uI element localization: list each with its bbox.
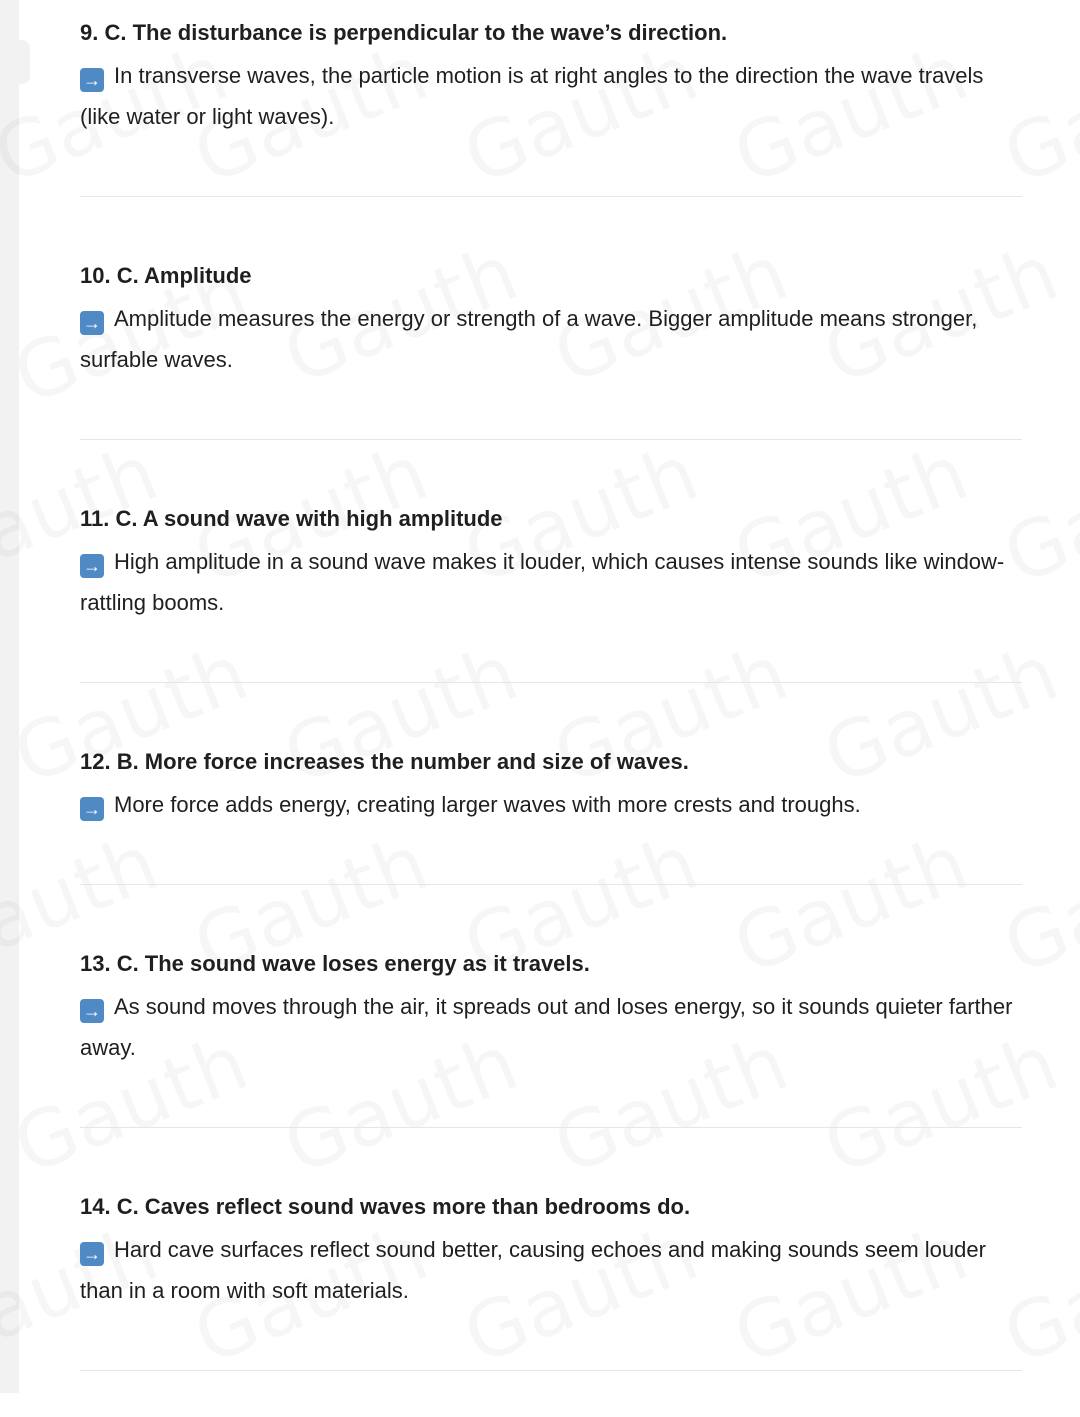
divider <box>80 196 1022 197</box>
answer-list <box>80 0 1022 1417</box>
divider <box>80 1127 1022 1128</box>
answer-item-13 <box>80 931 1022 1174</box>
answer-explanation <box>80 298 1022 380</box>
answer-explanation <box>80 784 1022 825</box>
answer-title: 13. C. The sound wave loses energy as it travels. <box>80 951 590 976</box>
right-arrow-icon: → <box>80 311 104 335</box>
right-arrow-icon: → <box>80 797 104 821</box>
answer-item-11 <box>80 486 1022 729</box>
explanation-text: As sound moves through the air, it spreads out and loses energy, so it sounds quieter farther away. <box>80 994 1013 1060</box>
left-rail <box>0 0 19 1393</box>
answer-item-10 <box>80 243 1022 486</box>
answer-explanation <box>80 986 1022 1068</box>
right-arrow-icon: → <box>80 554 104 578</box>
answer-explanation <box>80 541 1022 623</box>
explanation-text: More force adds energy, creating larger waves with more crests and troughs. <box>114 792 861 817</box>
explanation-text: In transverse waves, the particle motion is at right angles to the direction the wave travels (like water or light waves). <box>80 63 984 129</box>
answer-title: 10. C. Amplitude <box>80 263 252 288</box>
answer-title: 12. B. More force increases the number and size of waves. <box>80 749 689 774</box>
divider <box>80 682 1022 683</box>
answer-title: 14. C. Caves reflect sound waves more than bedrooms do. <box>80 1194 691 1219</box>
right-arrow-icon: → <box>80 68 104 92</box>
right-arrow-icon: → <box>80 1242 104 1266</box>
explanation-text: Amplitude measures the energy or strength of a wave. Bigger amplitude means stronger, surfable waves. <box>80 306 978 372</box>
explanation-text: Hard cave surfaces reflect sound better, causing echoes and making sounds seem louder than in a room with soft materials. <box>80 1237 986 1303</box>
answer-item-9 <box>80 0 1022 243</box>
answer-item-14 <box>80 1174 1022 1417</box>
divider <box>80 439 1022 440</box>
answer-item-12 <box>80 729 1022 931</box>
divider <box>80 1370 1022 1371</box>
explanation-text: High amplitude in a sound wave makes it louder, which causes intense sounds like window-rattling booms. <box>80 549 1005 615</box>
answer-explanation <box>80 1229 1022 1311</box>
side-tab[interactable] <box>0 40 30 84</box>
answer-title: 9. C. The disturbance is perpendicular to the wave’s direction. <box>80 20 728 45</box>
divider <box>80 884 1022 885</box>
answer-explanation <box>80 55 1022 137</box>
right-arrow-icon: → <box>80 999 104 1023</box>
answer-title: 11. C. A sound wave with high amplitude <box>80 506 503 531</box>
